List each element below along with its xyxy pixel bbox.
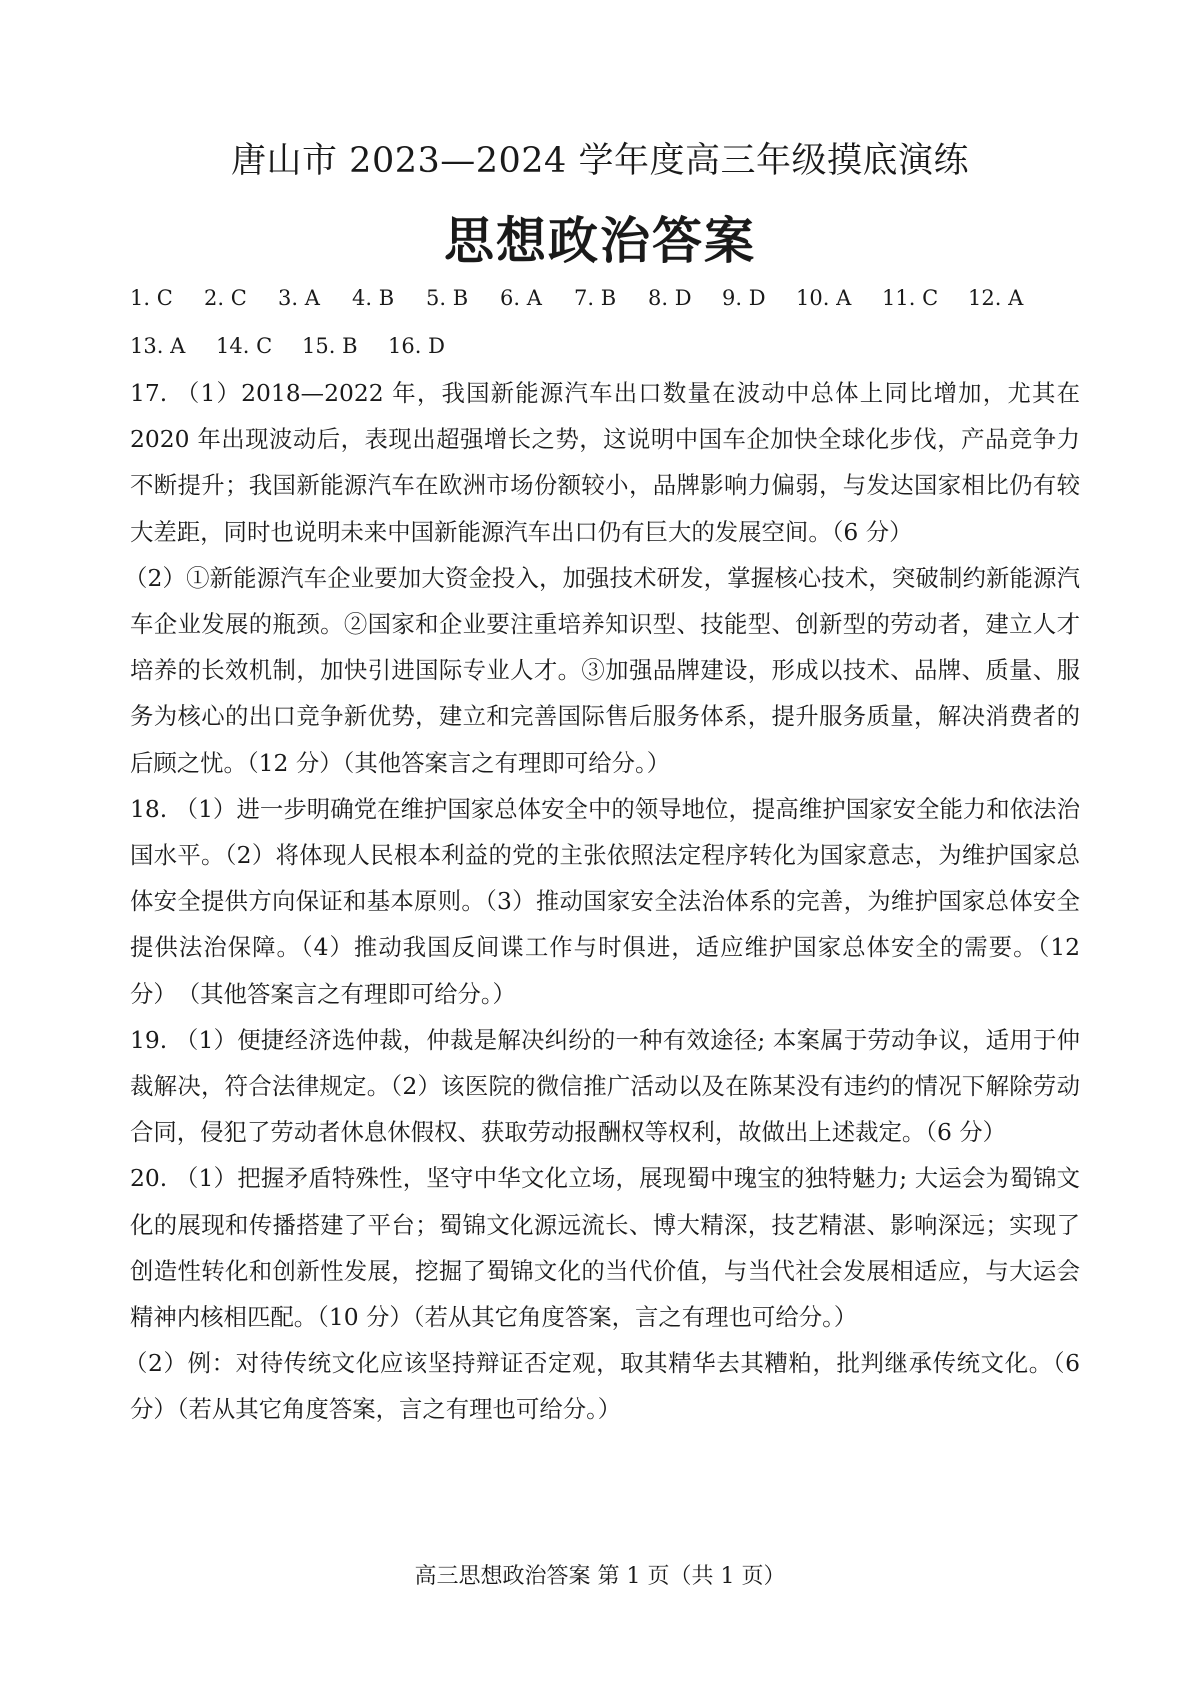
answer-20-part-2: （2）例：对待传统文化应该坚持辩证否定观，取其精华去其糟粕，批判继承传统文化。（6 分）（若从其它角度答案，言之有理也可给分。） (124, 1349, 1080, 1424)
choice-answer: 15. B (302, 334, 358, 358)
answer-20-part-1: 20. （1）把握矛盾特殊性，坚守中华文化立场，展现蜀中瑰宝的独特魅力; 大运会为蜀锦文化的展现和传播搭建了平台；蜀锦文化源远流长、博大精深，技艺精湛、影响深远；实现了创造性转化和创新性发展，挖掘了蜀锦文化的当代价值，与当代社会发展相适应，与大运会精神内核相匹配。（10 分）（若从其它角度答案，言之有理也可给分。） (130, 1164, 1080, 1332)
choice-answer: 6. A (500, 286, 542, 310)
choice-answer: 11. C (882, 286, 939, 310)
answer-19: 19. （1）便捷经济选仲裁，仲裁是解决纠纷的一种有效途径; 本案属于劳动争议，适用于仲裁解决，符合法律规定。（2）该医院的微信推广活动以及在陈某没有违约的情况下解除劳动合同，侵犯了劳动者休息休假权、获取劳动报酬权等权利，故做出上述裁定。（6 分） (130, 1025, 1080, 1147)
choice-answer: 1. C (130, 286, 173, 310)
document-subtitle: 思想政治答案 (444, 212, 756, 270)
choice-answer: 4. B (352, 286, 395, 310)
choice-answer: 12. A (968, 286, 1024, 310)
choice-answer: 8. D (648, 286, 692, 310)
choice-answers-row-1 (130, 280, 1080, 316)
choice-answer: 9. D (722, 286, 766, 310)
document-title: 唐山市 2023—2024 学年度高三年级摸底演练 (231, 141, 969, 181)
choice-answer: 10. A (796, 286, 852, 310)
answer-17-part-2: （2）①新能源汽车企业要加大资金投入，加强技术研发，掌握核心技术，突破制约新能源汽车企业发展的瓶颈。②国家和企业要注重培养知识型、技能型、创新型的劳动者，建立人才培养的长效机制，加快引进国际专业人才。③加强品牌建设，形成以技术、品牌、质量、服务为核心的出口竞争新优势，建立和完善国际售后服务体系，提升服务质量，解决消费者的后顾之忧。（12 分）（其他答案言之有理即可给分。） (124, 563, 1080, 777)
choice-answers-row-2 (130, 328, 1080, 364)
choice-answer: 3. A (278, 286, 320, 310)
answer-18: 18. （1）进一步明确党在维护国家总体安全中的领导地位，提高维护国家安全能力和依法治国水平。（2）将体现人民根本利益的党的主张依照法定程序转化为国家意志，为维护国家总体安全提供方向保证和基本原则。（3）推动国家安全法治体系的完善，为维护国家总体安全提供法治保障。（4）推动我国反间谍工作与时俱进，适应维护国家总体安全的需要。（12 分） （其他答案言之有理即可给分。） (130, 794, 1080, 1008)
choice-answer: 2. C (204, 286, 247, 310)
choice-answer: 16. D (388, 334, 445, 358)
choice-answer: 14. C (216, 334, 273, 358)
choice-answer: 5. B (426, 286, 469, 310)
choice-answer: 7. B (574, 286, 617, 310)
page-footer: 高三思想政治答案 第 1 页（共 1 页） (414, 1564, 786, 1589)
essay-answers (124, 370, 1080, 1433)
answer-17-part-1: 17. （1）2018—2022 年，我国新能源汽车出口数量在波动中总体上同比增加，尤其在 2020 年出现波动后，表现出超强增长之势，这说明中国车企加快全球化步伐，产品竞争力不断提升；我国新能源汽车在欧洲市场份额较小，品牌影响力偏弱，与发达国家相比仍有较大差距，同时也说明未来中国新能源汽车出口仍有巨大的发展空间。（6 分） (130, 379, 1080, 546)
choice-answer: 13. A (130, 334, 186, 358)
